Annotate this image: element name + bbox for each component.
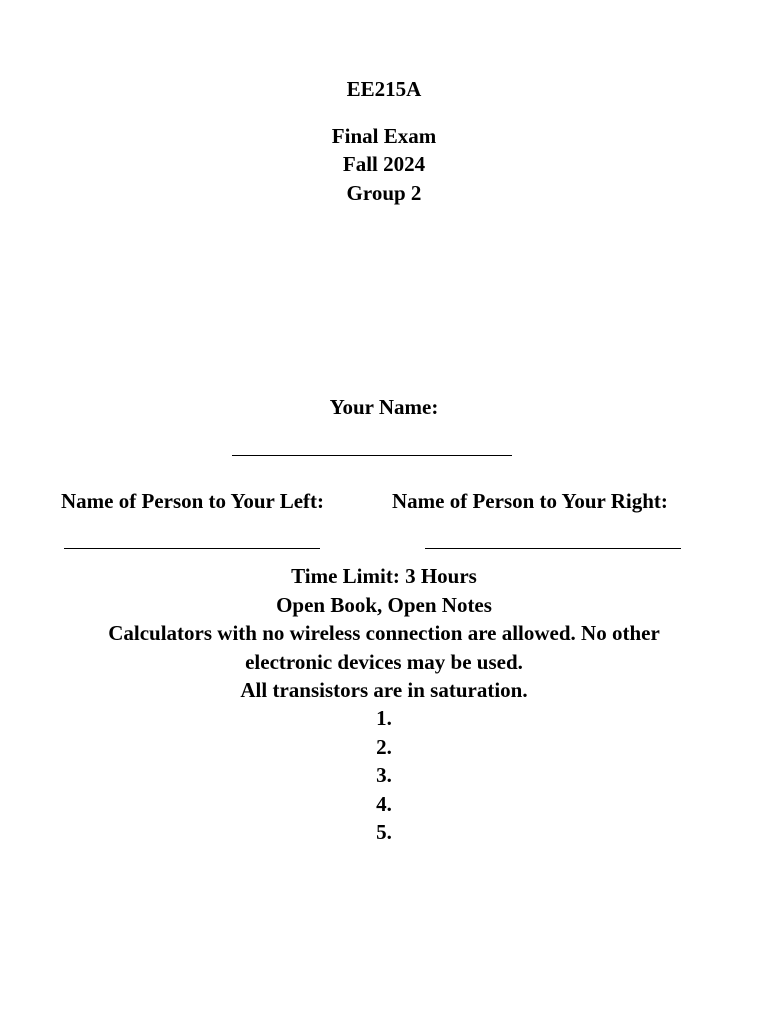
exam-title: Final Exam — [331, 124, 437, 148]
calculator-policy-line-2: electronic devices may be used. — [245, 650, 523, 674]
problem-number: 5. — [376, 820, 392, 844]
problem-number: 1. — [376, 706, 392, 730]
problem-number: 3. — [376, 763, 392, 787]
exam-term: Fall 2024 — [342, 152, 426, 176]
left-person-blank-line — [64, 548, 320, 549]
problem-number: 2. — [376, 735, 392, 759]
course-code: EE215A — [346, 77, 422, 101]
calculator-policy-line-1: Calculators with no wireless connection are allowed. No other — [108, 621, 660, 645]
right-person-blank-line — [425, 548, 681, 549]
exam-group: Group 2 — [346, 181, 422, 205]
transistor-assumption: All transistors are in saturation. — [240, 678, 528, 702]
your-name-label: Your Name: — [329, 395, 439, 419]
materials-allowed: Open Book, Open Notes — [276, 593, 492, 617]
right-person-label: Name of Person to Your Right: — [392, 489, 668, 513]
time-limit: Time Limit: 3 Hours — [291, 564, 477, 588]
left-person-label: Name of Person to Your Left: — [61, 489, 325, 513]
problem-number: 4. — [376, 792, 392, 816]
your-name-blank-line — [232, 455, 512, 456]
